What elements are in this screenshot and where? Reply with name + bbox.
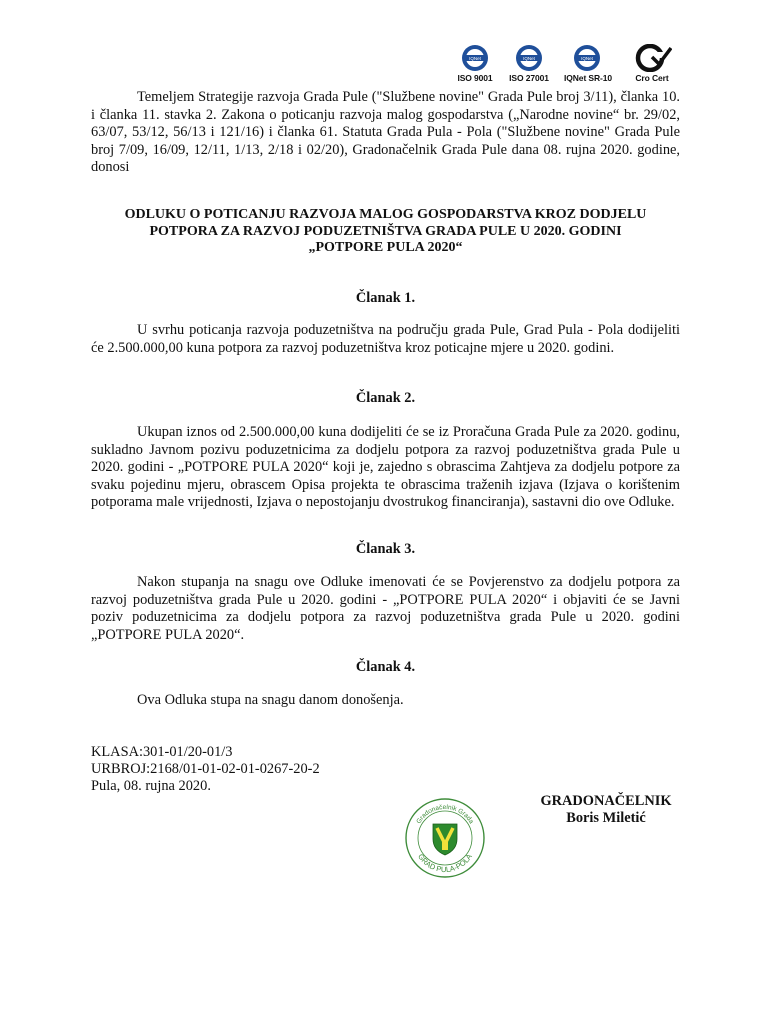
pula-coat-of-arms-icon [433,824,457,855]
document-title [91,207,680,257]
signature-block [531,793,681,827]
cert-iso-9001 [452,44,498,83]
title-line-1: ODLUKU O POTICANJU RAZVOJA MALOG GOSPODARSTVA KROZ DODJELU [124,207,647,222]
title-line-2: POTPORA ZA RAZVOJ PODUZETNIŠTVA GRADA PULE U 2020. GODINI [149,223,622,239]
title-line-3: „POTPORE PULA 2020“ [308,240,463,255]
cert-label: ISO 9001 [457,73,493,83]
article-1-text: U svrhu poticanja razvoja poduzetništva na području grada Pule, Grad Pula - Pola dodijeliti će 2.500.000,00 kuna potpora za razvoj poduzetništva kroz poticajne mjere u 2020. godini. [91,322,680,356]
svg-text:IQNet: IQNet [581,56,593,61]
signature-role: GRADONAČELNIK [540,793,672,809]
iso-27001-cert-icon [511,44,547,72]
cert-label: IQNet SR-10 [564,73,613,83]
article-3-heading: Članak 3. [355,541,416,557]
cert-label: ISO 27001 [509,73,549,83]
certification-logos [452,44,680,90]
svg-text:IQNet: IQNet [469,56,481,61]
svg-text:Gradonačelnik Grada: Gradonačelnik Grada [415,803,475,826]
svg-text:IQNet: IQNet [523,56,535,61]
article-3-text: Nakon stupanja na snagu ove Odluke imenovati će se Povjerenstvo za dodjelu potpora za razvoj poduzetništva grada Pule u 2020. godini - „POTPORE PULA 2020“ i objaviti će se Javni poziv poduzetnicima za dodjelu potpora za razvoj poduzetništva grada Pule u 2020. godini „POTPORE PULA 2020“. [91,574,680,643]
cro-cert-logo-icon [632,44,672,72]
signature-name: Boris Miletić [566,810,646,826]
cert-iso-27001 [506,44,552,83]
iqnet-sr10-cert-icon [569,44,605,72]
place-date: Pula, 08. rujna 2020. [91,778,211,794]
klasa: KLASA:301-01/20-01/3 [91,744,233,760]
article-1-heading: Članak 1. [355,290,416,306]
official-stamp [404,797,486,879]
document-metadata [91,744,320,795]
svg-text:GRAD PULA-POLA: GRAD PULA-POLA [416,852,474,875]
iso-9001-cert-icon [457,44,493,72]
cert-iqnet-sr10 [564,44,613,83]
cert-cro-cert [624,44,680,83]
article-2-text: Ukupan iznos od 2.500.000,00 kuna dodijeliti će se iz Proračuna Grada Pule za 2020. godinu, sukladno Javnom pozivu poduzetnicima za dodjelu potpora za razvoj poduzetništva grada Pule u 2020. godini - „POTPORE PULA 2020“ koji je, zajedno s obrascima Zahtjeva za dodjelu potpore za svaku pojedinu mjeru, obrascem Opisa projekta te obrascima traženih izjava (Izjava o korištenim potporama male vrijednosti, Izjava o nepostojanju dvostrukog financiranja), sastavni dio ove Odluke. [91,424,680,510]
article-2-heading: Članak 2. [355,390,416,406]
article-4-text: Ova Odluka stupa na snagu danom donošenja. [137,692,404,708]
intro-paragraph: Temeljem Strategije razvoja Grada Pule ("Službene novine" Grada Pule broj 3/11), članka 10. i članka 11. stavka 2. Zakona o poticanju razvoja malog gospodarstva („Narodne novine“ br. 29/02, 63/07, 53/12, 56/13 i 121/16) i članka 61. Statuta Grada Pula - Pola ("Službene novine" Grada Pule broj 7/09, 16/09, 12/11, 1/13, 2/18 i 02/20), Gradonačelnik Grada Pule dana 08. rujna 2020. godine, donosi [91,89,680,175]
article-4-heading: Članak 4. [355,659,416,675]
urbroj: URBROJ:2168/01-01-02-01-0267-20-2 [91,761,320,777]
cert-label: Cro Cert [635,73,669,83]
